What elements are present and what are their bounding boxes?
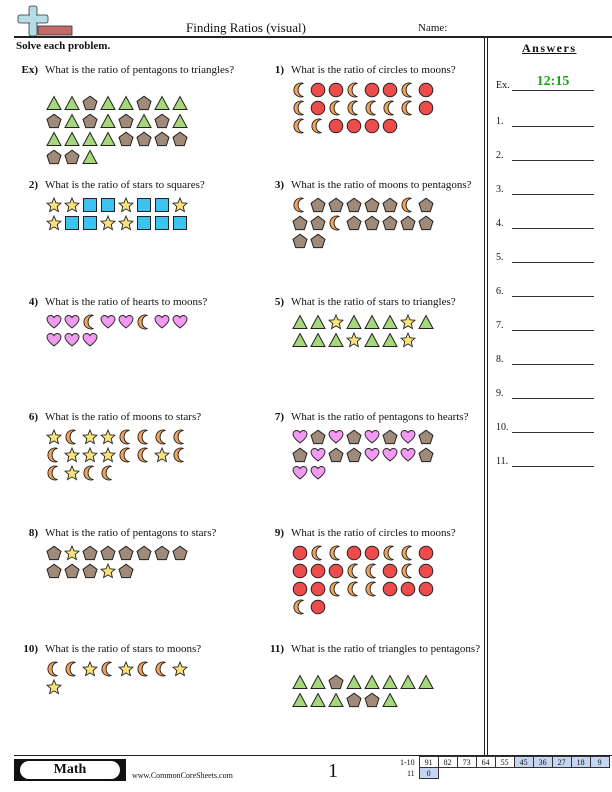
moon-icon <box>171 446 189 464</box>
answer-label: 1. <box>496 116 504 127</box>
worksheet-title: Finding Ratios (visual) <box>186 20 306 35</box>
score-cell: 27 <box>552 757 571 768</box>
triangle-icon <box>291 313 309 331</box>
problem-question: What is the ratio of pentagons to hearts? <box>291 411 469 423</box>
circle-icon <box>291 544 309 562</box>
moon-icon <box>291 598 309 616</box>
triangle-icon <box>399 673 417 691</box>
triangle-icon <box>363 331 381 349</box>
heart-icon <box>117 313 135 331</box>
pentagon-icon <box>363 196 381 214</box>
star-icon <box>45 196 63 214</box>
problem-question: What is the ratio of pentagons to triangles? <box>45 64 235 76</box>
score-row <box>397 768 609 779</box>
answer-label: 9. <box>496 388 504 399</box>
triangle-icon <box>291 673 309 691</box>
pentagon-icon <box>117 112 135 130</box>
shape-grid <box>45 313 189 349</box>
shape-grid <box>291 544 435 616</box>
star-icon <box>117 660 135 678</box>
pentagon-icon <box>345 214 363 232</box>
answers-title: Answers <box>522 41 577 55</box>
answer-label: 3. <box>496 184 504 195</box>
star-icon <box>45 214 63 232</box>
score-cell: 55 <box>495 757 514 768</box>
moon-icon <box>363 580 381 598</box>
moon-icon <box>45 660 63 678</box>
triangle-icon <box>171 94 189 112</box>
score-table <box>397 756 610 779</box>
answer-label: 8. <box>496 354 504 365</box>
moon-icon <box>153 660 171 678</box>
answer-blank[interactable] <box>512 330 594 331</box>
problem-number: 8) <box>28 527 38 539</box>
pentagon-icon <box>45 544 63 562</box>
problem-question: What is the ratio of circles to moons? <box>291 527 456 539</box>
heart-icon <box>45 313 63 331</box>
triangle-icon <box>381 313 399 331</box>
triangle-icon <box>309 673 327 691</box>
pentagon-icon <box>327 196 345 214</box>
pentagon-icon <box>99 544 117 562</box>
shape-grid <box>45 660 189 696</box>
triangle-icon <box>81 130 99 148</box>
moon-icon <box>81 464 99 482</box>
shape-grid <box>291 313 435 349</box>
triangle-icon <box>99 112 117 130</box>
score-row-label: 11 <box>406 768 415 778</box>
square-icon <box>99 196 117 214</box>
square-icon <box>153 214 171 232</box>
problem-number: 11) <box>269 643 284 655</box>
pentagon-icon <box>45 112 63 130</box>
triangle-icon <box>345 313 363 331</box>
score-cell: 64 <box>476 757 495 768</box>
pentagon-icon <box>345 446 363 464</box>
star-icon <box>171 196 189 214</box>
moon-icon <box>381 544 399 562</box>
pentagon-icon <box>45 148 63 166</box>
star-icon <box>45 428 63 446</box>
star-icon <box>45 678 63 696</box>
triangle-icon <box>45 130 63 148</box>
star-icon <box>117 214 135 232</box>
pentagon-icon <box>63 148 81 166</box>
triangle-icon <box>327 331 345 349</box>
moon-icon <box>135 313 153 331</box>
pentagon-icon <box>81 562 99 580</box>
answer-label: 7. <box>496 320 504 331</box>
triangle-icon <box>153 94 171 112</box>
moon-icon <box>327 544 345 562</box>
circle-icon <box>291 580 309 598</box>
star-icon <box>99 428 117 446</box>
score-cell: 45 <box>514 757 533 768</box>
pentagon-icon <box>153 112 171 130</box>
shape-grid <box>45 94 189 166</box>
site-url: www.CommonCoreSheets.com <box>132 771 233 780</box>
moon-icon <box>309 117 327 135</box>
answer-label: 6. <box>496 286 504 297</box>
circle-icon <box>327 562 345 580</box>
star-icon <box>63 196 81 214</box>
star-icon <box>81 428 99 446</box>
moon-icon <box>99 660 117 678</box>
circle-icon <box>381 117 399 135</box>
heart-icon <box>63 313 81 331</box>
answer-blank[interactable] <box>512 90 594 91</box>
triangle-icon <box>363 673 381 691</box>
moon-icon <box>363 99 381 117</box>
pentagon-icon <box>81 94 99 112</box>
problem-number: 5) <box>274 296 284 308</box>
answer-blank[interactable] <box>512 160 594 161</box>
moon-icon <box>309 544 327 562</box>
star-icon <box>81 446 99 464</box>
problem-question: What is the ratio of moons to stars? <box>45 411 202 423</box>
moon-icon <box>345 580 363 598</box>
heart-icon <box>81 331 99 349</box>
pentagon-icon <box>153 130 171 148</box>
header-divider <box>14 36 612 38</box>
star-icon <box>63 446 81 464</box>
problem-question: What is the ratio of moons to pentagons? <box>291 179 472 191</box>
pentagon-icon <box>171 544 189 562</box>
score-cell: 73 <box>457 757 476 768</box>
pentagon-icon <box>345 196 363 214</box>
pentagon-icon <box>153 544 171 562</box>
moon-icon <box>153 428 171 446</box>
circle-icon <box>309 598 327 616</box>
triangle-icon <box>417 313 435 331</box>
heart-icon <box>291 428 309 446</box>
moon-icon <box>99 464 117 482</box>
moon-icon <box>327 99 345 117</box>
triangle-icon <box>327 691 345 709</box>
heart-icon <box>363 428 381 446</box>
pentagon-icon <box>345 691 363 709</box>
problem-number: 2) <box>28 179 38 191</box>
pentagon-icon <box>135 94 153 112</box>
moon-icon <box>45 446 63 464</box>
star-icon <box>327 313 345 331</box>
triangle-icon <box>381 331 399 349</box>
moon-icon <box>399 196 417 214</box>
circle-icon <box>309 81 327 99</box>
pentagon-icon <box>291 446 309 464</box>
circle-icon <box>345 544 363 562</box>
square-icon <box>135 196 153 214</box>
triangle-icon <box>81 148 99 166</box>
pentagon-icon <box>381 196 399 214</box>
circle-icon <box>327 81 345 99</box>
star-icon <box>345 331 363 349</box>
moon-icon <box>291 99 309 117</box>
triangle-icon <box>63 94 81 112</box>
square-icon <box>171 214 189 232</box>
shape-grid <box>291 428 435 482</box>
answer-label: 11. <box>496 456 509 467</box>
moon-icon <box>63 428 81 446</box>
problem-number: 6) <box>28 411 38 423</box>
name-label: Name: <box>418 22 448 34</box>
star-icon <box>117 196 135 214</box>
answer-label: 10. <box>496 422 509 433</box>
moon-icon <box>327 214 345 232</box>
circle-icon <box>381 81 399 99</box>
pentagon-icon <box>81 544 99 562</box>
pentagon-icon <box>399 214 417 232</box>
square-icon <box>81 214 99 232</box>
circle-icon <box>381 580 399 598</box>
shape-grid <box>45 428 189 482</box>
triangle-icon <box>309 331 327 349</box>
triangle-icon <box>99 130 117 148</box>
triangle-icon <box>171 112 189 130</box>
shape-grid <box>291 673 435 709</box>
answer-value: 12:15 <box>536 74 570 89</box>
moon-icon <box>399 81 417 99</box>
moon-icon <box>291 117 309 135</box>
circle-icon <box>363 117 381 135</box>
moon-icon <box>399 544 417 562</box>
shape-grid <box>291 196 435 250</box>
pentagon-icon <box>417 214 435 232</box>
answer-blank[interactable] <box>512 398 594 399</box>
moon-icon <box>345 81 363 99</box>
score-row <box>397 757 609 768</box>
heart-icon <box>45 331 63 349</box>
answer-blank[interactable] <box>512 262 594 263</box>
score-cell: 82 <box>438 757 457 768</box>
problem-number: 9) <box>274 527 284 539</box>
answer-label: 4. <box>496 218 504 229</box>
moon-icon <box>117 446 135 464</box>
moon-icon <box>363 562 381 580</box>
problem-number: 1) <box>274 64 284 76</box>
answer-blank[interactable] <box>512 296 594 297</box>
problem-number: Ex) <box>21 64 38 76</box>
triangle-icon <box>291 691 309 709</box>
pentagon-icon <box>63 562 81 580</box>
triangle-icon <box>309 691 327 709</box>
moon-icon <box>291 81 309 99</box>
triangle-icon <box>381 691 399 709</box>
subject-label: Math <box>20 761 120 779</box>
pentagon-icon <box>381 428 399 446</box>
pentagon-icon <box>309 428 327 446</box>
problem-number: 7) <box>274 411 284 423</box>
pentagon-icon <box>345 428 363 446</box>
circle-icon <box>381 562 399 580</box>
pentagon-icon <box>381 214 399 232</box>
moon-icon <box>135 660 153 678</box>
triangle-icon <box>117 94 135 112</box>
answer-label: Ex. <box>496 80 510 91</box>
circle-icon <box>417 544 435 562</box>
heart-icon <box>63 331 81 349</box>
problem-question: What is the ratio of stars to squares? <box>45 179 205 191</box>
answer-blank[interactable] <box>512 432 594 433</box>
triangle-icon <box>63 112 81 130</box>
moon-icon <box>327 580 345 598</box>
star-icon <box>99 446 117 464</box>
answer-blank[interactable] <box>512 364 594 365</box>
moon-icon <box>399 99 417 117</box>
pentagon-icon <box>171 130 189 148</box>
heart-icon <box>153 313 171 331</box>
pentagon-icon <box>417 428 435 446</box>
moon-icon <box>399 562 417 580</box>
pentagon-icon <box>363 214 381 232</box>
moon-icon <box>135 446 153 464</box>
pentagon-icon <box>309 214 327 232</box>
score-cell: 18 <box>571 757 590 768</box>
square-icon <box>81 196 99 214</box>
answer-label: 2. <box>496 150 504 161</box>
answer-blank[interactable] <box>512 126 594 127</box>
heart-icon <box>363 446 381 464</box>
circle-icon <box>327 117 345 135</box>
instructions: Solve each problem. <box>16 40 111 52</box>
pentagon-icon <box>117 544 135 562</box>
square-icon <box>63 214 81 232</box>
moon-icon <box>381 99 399 117</box>
pentagon-icon <box>117 130 135 148</box>
heart-icon <box>327 428 345 446</box>
problem-number: 4) <box>28 296 38 308</box>
triangle-icon <box>309 313 327 331</box>
circle-icon <box>417 580 435 598</box>
triangle-icon <box>363 313 381 331</box>
star-icon <box>399 313 417 331</box>
heart-icon <box>309 446 327 464</box>
circle-icon <box>345 117 363 135</box>
triangle-icon <box>381 673 399 691</box>
star-icon <box>153 446 171 464</box>
star-icon <box>99 562 117 580</box>
moon-icon <box>81 313 99 331</box>
score-cell: 91 <box>419 757 438 768</box>
answer-blank[interactable] <box>512 194 594 195</box>
square-icon <box>135 214 153 232</box>
circle-icon <box>309 580 327 598</box>
pentagon-icon <box>135 130 153 148</box>
triangle-icon <box>291 331 309 349</box>
star-icon <box>399 331 417 349</box>
circle-icon <box>363 544 381 562</box>
star-icon <box>171 660 189 678</box>
circle-icon <box>417 81 435 99</box>
moon-icon <box>171 428 189 446</box>
problem-number: 10) <box>23 643 38 655</box>
score-cell: 9 <box>590 757 609 768</box>
problem-number: 3) <box>274 179 284 191</box>
pentagon-icon <box>327 673 345 691</box>
pentagon-icon <box>81 112 99 130</box>
shape-grid <box>45 544 189 580</box>
pentagon-icon <box>417 196 435 214</box>
pentagon-icon <box>291 214 309 232</box>
moon-icon <box>45 464 63 482</box>
shape-grid <box>45 196 189 232</box>
problem-question: What is the ratio of triangles to pentagons? <box>291 643 481 655</box>
triangle-icon <box>135 112 153 130</box>
pentagon-icon <box>45 562 63 580</box>
star-icon <box>99 214 117 232</box>
heart-icon <box>309 464 327 482</box>
score-row-label: 1-10 <box>400 757 415 767</box>
answer-blank[interactable] <box>512 466 594 467</box>
problem-question: What is the ratio of stars to moons? <box>45 643 202 655</box>
heart-icon <box>99 313 117 331</box>
answer-label: 5. <box>496 252 504 263</box>
star-icon <box>81 660 99 678</box>
problem-question: What is the ratio of circles to moons? <box>291 64 456 76</box>
heart-icon <box>381 446 399 464</box>
moon-icon <box>345 562 363 580</box>
heart-icon <box>399 446 417 464</box>
triangle-icon <box>45 94 63 112</box>
score-cell: 36 <box>533 757 552 768</box>
pentagon-icon <box>417 446 435 464</box>
answer-blank[interactable] <box>512 228 594 229</box>
heart-icon <box>399 428 417 446</box>
star-icon <box>63 464 81 482</box>
problem-question: What is the ratio of stars to triangles? <box>291 296 456 308</box>
moon-icon <box>291 196 309 214</box>
triangle-icon <box>99 94 117 112</box>
pentagon-icon <box>327 446 345 464</box>
pentagon-icon <box>309 196 327 214</box>
triangle-icon <box>417 673 435 691</box>
moon-icon <box>63 660 81 678</box>
score-cell: 0 <box>419 768 438 779</box>
pentagon-icon <box>117 562 135 580</box>
square-icon <box>153 196 171 214</box>
triangle-icon <box>63 130 81 148</box>
shape-grid <box>291 81 435 135</box>
circle-icon <box>399 580 417 598</box>
pentagon-icon <box>291 232 309 250</box>
circle-icon <box>291 562 309 580</box>
star-icon <box>63 544 81 562</box>
circle-icon <box>417 99 435 117</box>
heart-icon <box>291 464 309 482</box>
pentagon-icon <box>135 544 153 562</box>
circle-icon <box>363 81 381 99</box>
pentagon-icon <box>363 691 381 709</box>
moon-icon <box>135 428 153 446</box>
pentagon-icon <box>309 232 327 250</box>
problem-question: What is the ratio of hearts to moons? <box>45 296 208 308</box>
heart-icon <box>171 313 189 331</box>
problem-question: What is the ratio of pentagons to stars? <box>45 527 217 539</box>
moon-icon <box>345 99 363 117</box>
circle-icon <box>309 562 327 580</box>
triangle-icon <box>345 673 363 691</box>
circle-icon <box>309 99 327 117</box>
page-number: 1 <box>328 760 338 782</box>
circle-icon <box>417 562 435 580</box>
moon-icon <box>117 428 135 446</box>
